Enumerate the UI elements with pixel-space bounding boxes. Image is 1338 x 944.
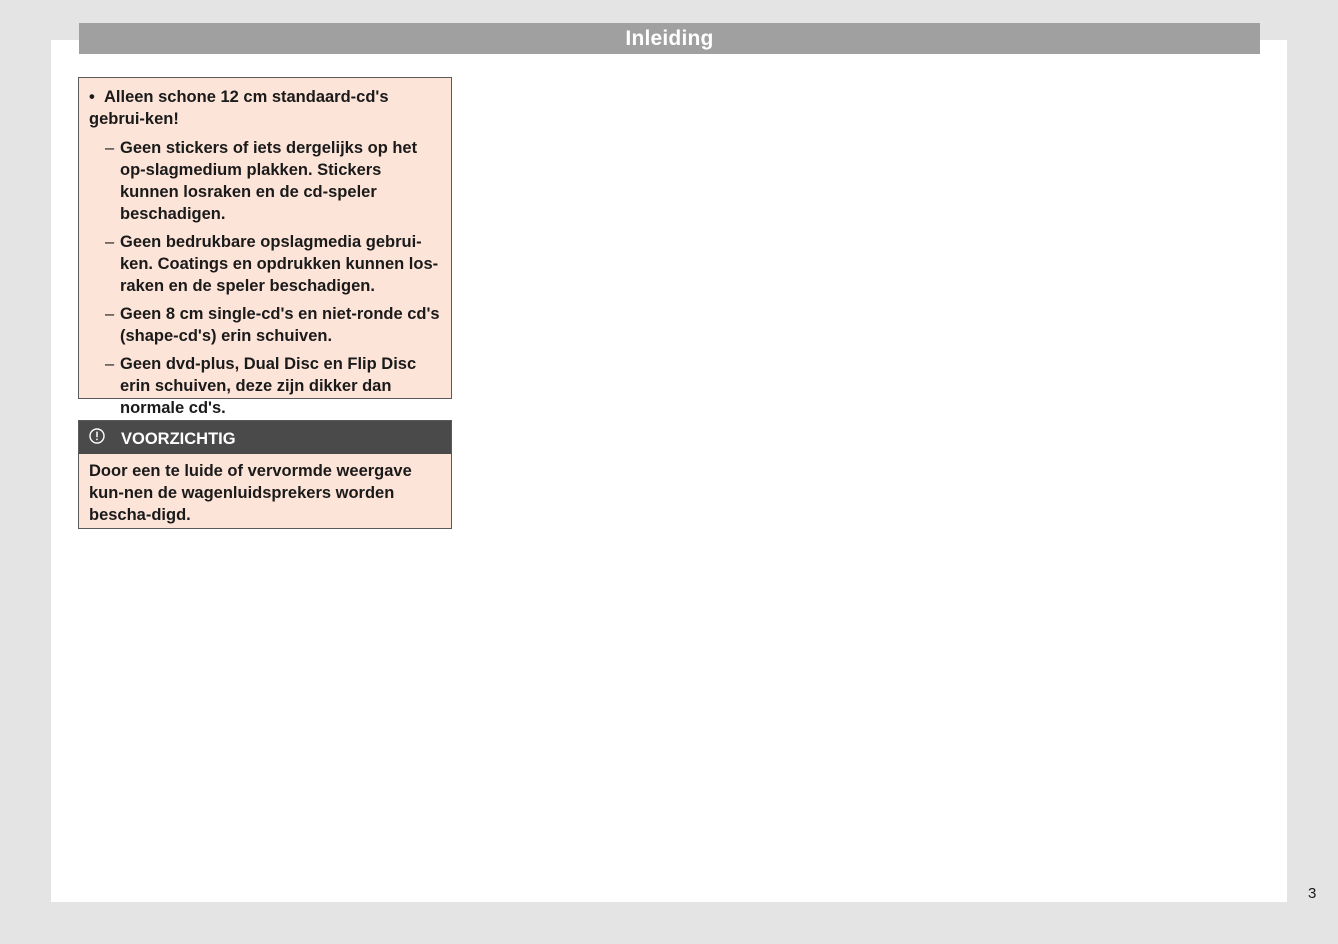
- dash-icon: –: [105, 305, 115, 323]
- dash-icon: –: [105, 355, 115, 373]
- page-number: 3: [1308, 885, 1317, 902]
- list-item: [89, 303, 441, 347]
- bullet-dot-icon: •: [89, 88, 95, 106]
- list-item: [89, 137, 441, 225]
- section-header: Inleiding: [79, 23, 1260, 54]
- list-item-text: Geen dvd-plus, Dual Disc en Flip Disc erin schuiven, deze zijn dikker dan normale cd's.: [120, 355, 417, 417]
- exclamation-circle-icon: [89, 428, 105, 444]
- notice-box: [78, 77, 452, 417]
- list-item-text: Geen 8 cm single-cd's en niet-ronde cd's (shape-cd's) erin schuiven.: [120, 305, 440, 345]
- list-item-text: Geen stickers of iets dergelijks op het op-slagmedium plakken. Stickers kunnen losraken en de cd-speler beschadigen.: [120, 139, 418, 223]
- caution-label: VOORZICHTIG: [121, 430, 236, 448]
- list-item-text: Geen bedrukbare opslagmedia gebrui-ken. Coatings en opdrukken kunnen los-raken en de speler beschadigen.: [120, 233, 439, 295]
- notice-bullet: [89, 86, 441, 130]
- caution-box: [78, 420, 452, 529]
- list-item: [89, 231, 441, 297]
- caution-text: Door een te luide of vervormde weergave kun-nen de wagenluidsprekers worden bescha-digd.: [89, 462, 412, 524]
- list-item: [89, 353, 441, 419]
- notice-bullet-text: Alleen schone 12 cm standaard-cd's gebrui-ken!: [89, 88, 389, 128]
- notice-sublist: [89, 137, 441, 419]
- dash-icon: –: [105, 139, 115, 157]
- caution-header: [79, 421, 451, 454]
- dash-icon: –: [105, 233, 115, 251]
